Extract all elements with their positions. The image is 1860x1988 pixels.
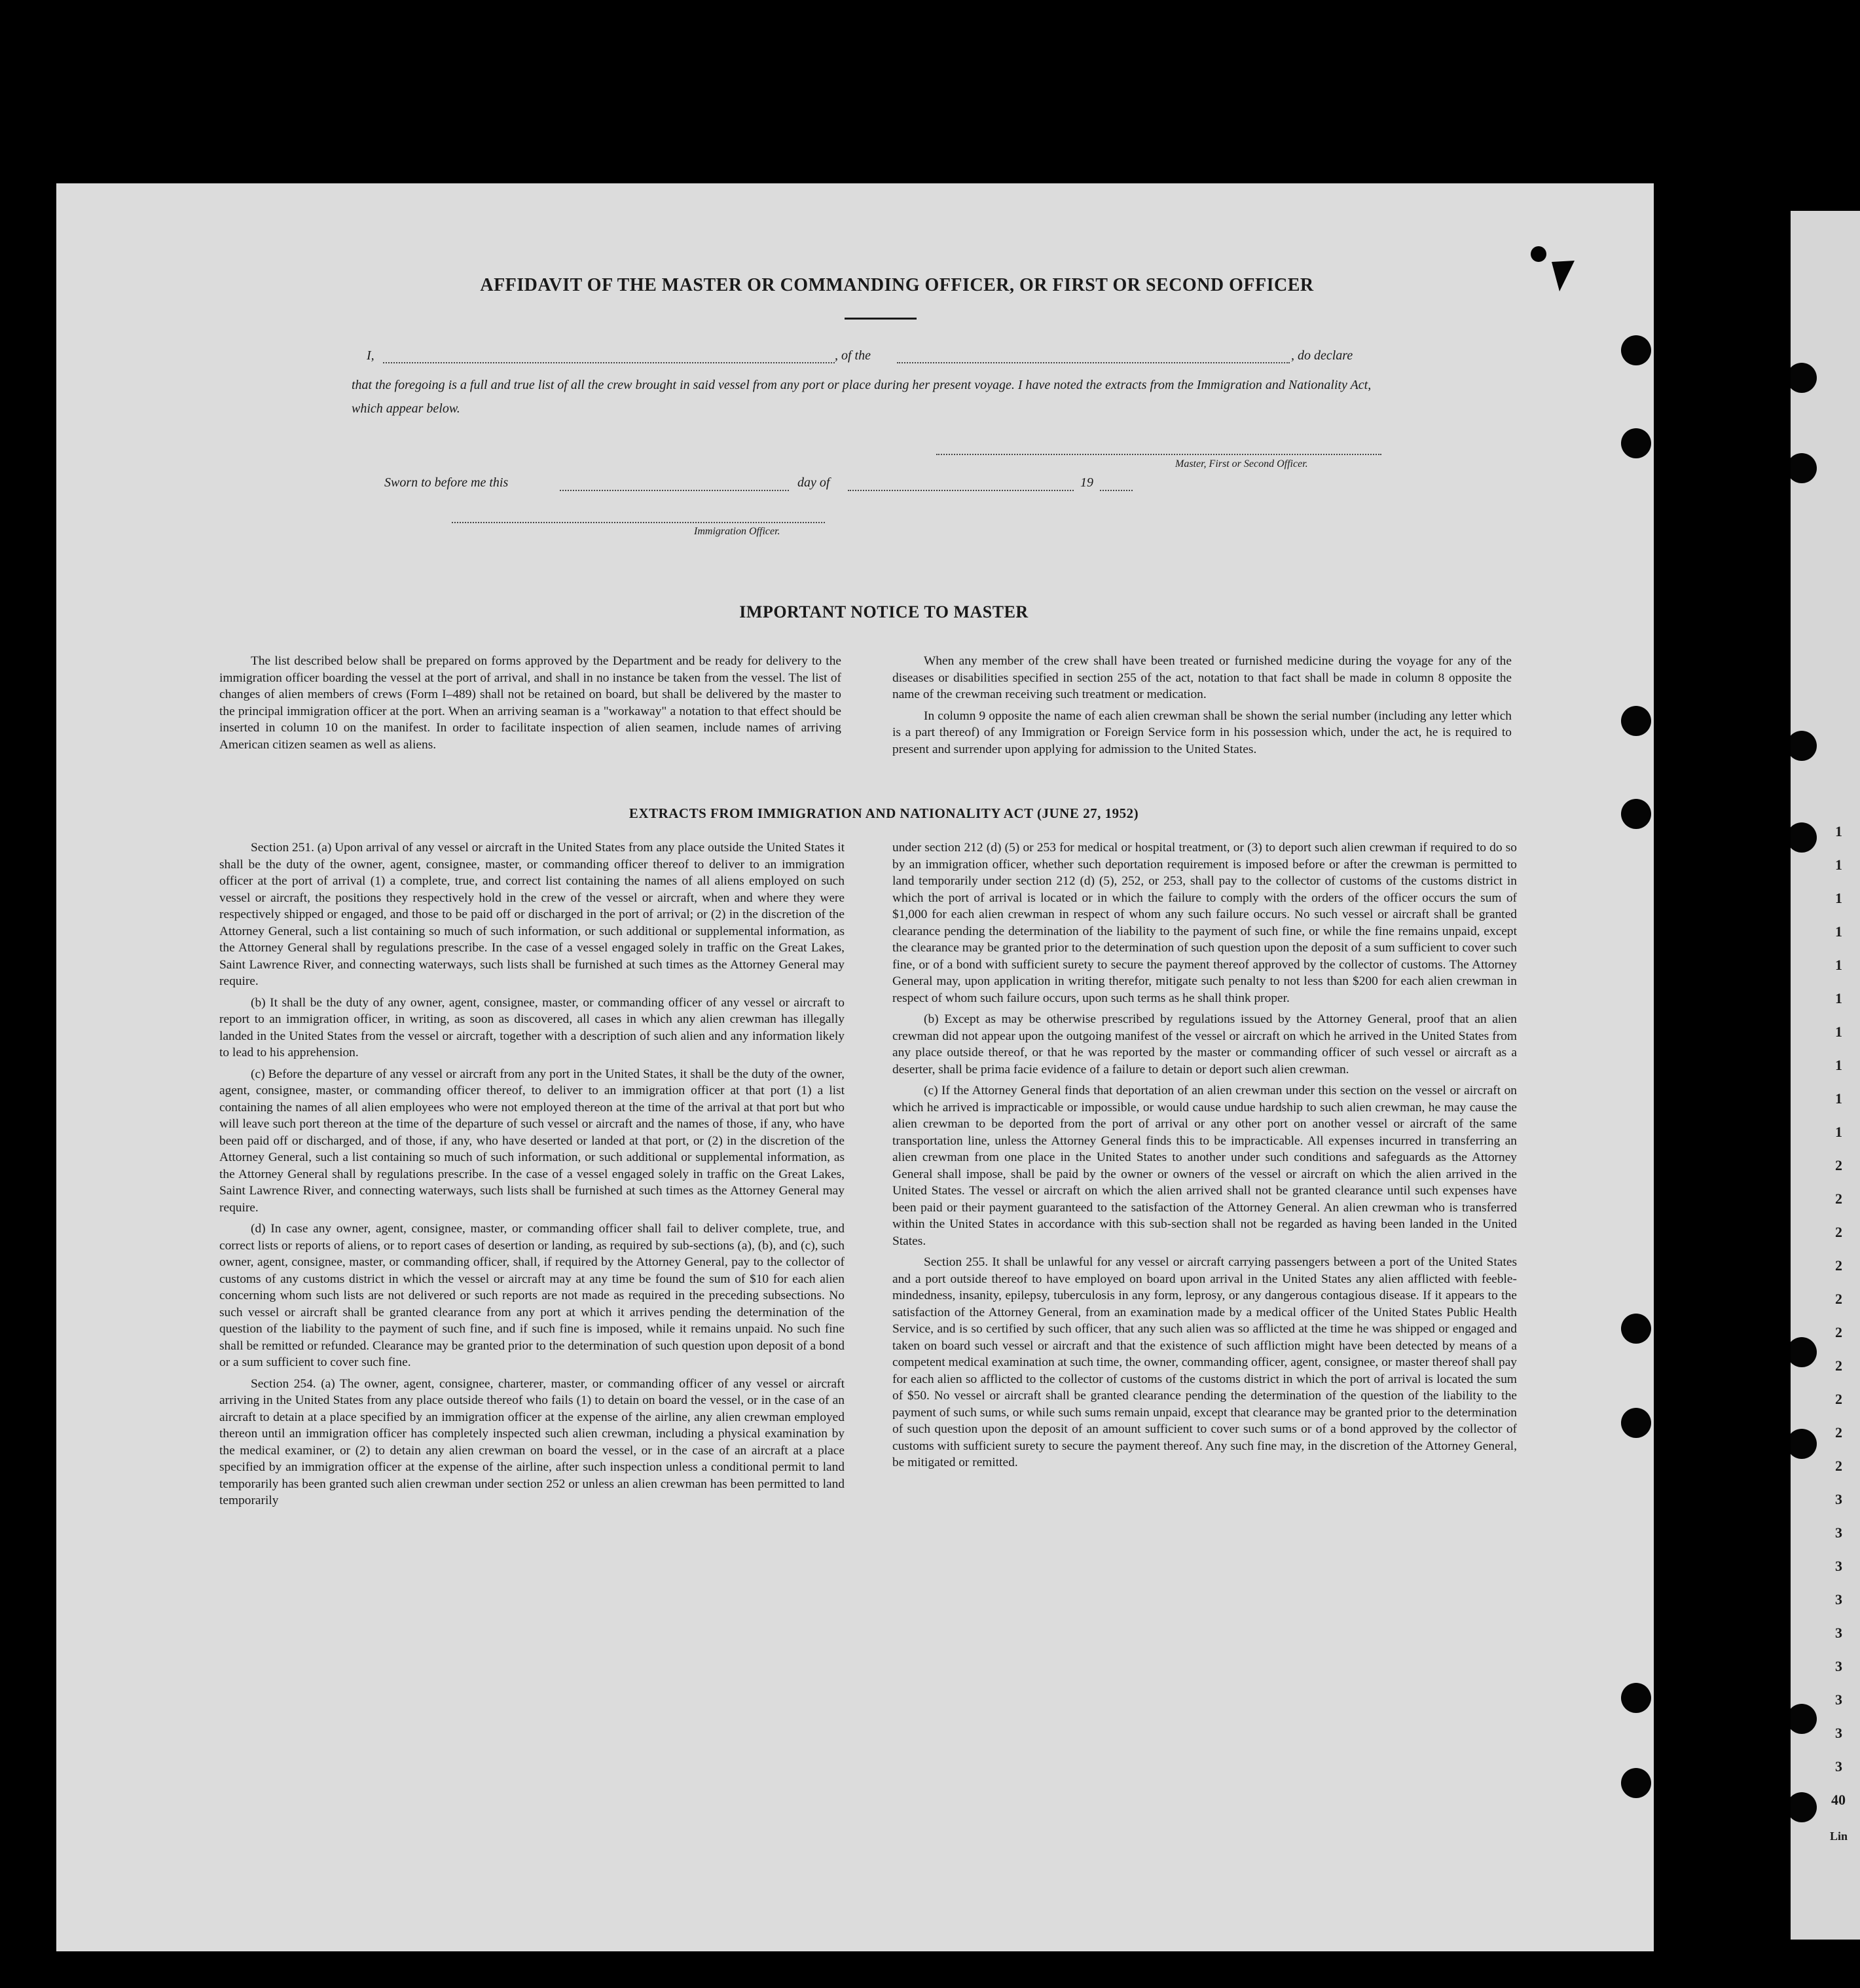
row-number: 3	[1835, 1591, 1842, 1608]
notice-right-column	[892, 653, 1512, 762]
section-251-c: (c) Before the departure of any vessel or aircraft from any port in the United States, it shall be the duty of the owner, agent, consignee, master, or commanding officer thereof, to deliver to an immigration officer at that port (1) a list containing the names of all alien employees who were not employed thereon at the time of the arrival at that port but who will leave such port thereon at the time of the departure of such vessel or aircraft and the names of those, if any, who have been paid off or discharged, and of those, if any, who have deserted or landed at that port, or (2) in the discretion of the Attorney General, such a list containing so much of such information, or such additional or supplemental information, as the Attorney General shall by regulations prescribe. In the case of a vessel engaged solely in traffic on the Great Lakes, Saint Lawrence River, and connecting waterways, such lists shall be furnished at such times as the Attorney General may require.	[219, 1067, 845, 1215]
extracts-left-column	[219, 839, 845, 1514]
notice-title: IMPORTANT NOTICE TO MASTER	[739, 602, 1029, 621]
binder-hole	[1621, 1683, 1651, 1713]
row-number: 1	[1835, 1023, 1842, 1040]
binder-hole	[1791, 363, 1817, 393]
binder-hole	[1621, 706, 1651, 736]
of-the-label: , of the	[835, 348, 871, 363]
notice-right-paragraph-1: When any member of the crew shall have been treated or furnished medicine during the voyage for any of the diseases or disabilities specified in section 255 of the act, notation to that fact shall be made in column 8 opposite the name of the crewman receiving such treatment or medication.	[892, 654, 1512, 701]
declaration-text: that the foregoing is a full and true list of all the crew brought in said vessel from any port or place during her present voyage. I have noted the extracts from the Immigration and Nationality Act, which appear below.	[352, 378, 1372, 416]
binder-hole	[1621, 1408, 1651, 1438]
row-number: 1	[1835, 1057, 1842, 1073]
name-field[interactable]	[383, 362, 835, 363]
row-number: 2	[1835, 1257, 1842, 1274]
officer-signature-line[interactable]	[936, 454, 1381, 455]
row-number: 2	[1835, 1157, 1842, 1173]
row-number: 2	[1835, 1357, 1842, 1374]
notice-right-paragraph-2: In column 9 opposite the name of each alien crewman shall be shown the serial number (including any letter which is a part thereof) of any Immigration or Foreign Service form in his possession which, under the act, he is required to present and surrender upon applying for admission to the United States.	[892, 709, 1512, 756]
officer-signature-caption: Master, First or Second Officer.	[1175, 458, 1308, 469]
binder-hole	[1621, 1314, 1651, 1344]
row-number: 3	[1835, 1758, 1842, 1775]
section-255: Section 255. It shall be unlawful for any vessel or aircraft carrying passengers between a port of the United States and a port outside thereof to have employed on board upon arrival in the United States any alien afflicted with feeble-mindedness, insanity, epilepsy, tuberculosis in any form, leprosy, or any dangerous contagious disease. If it appears to the satisfaction of the Attorney General, from an examination made by a medical officer of the United States Public Health Service, and is so certified by such officer, that any such alien was so afflicted at the time he was shipped or engaged and taken on board such vessel or aircraft and that the existence of such affliction might have been detected by means of a competent medical examination at such time, the owner, commanding officer, agent, consignee, or master thereof shall pay for each alien so afflicted to the collector of customs of the customs district in which the port of arrival is located the sum of $50. No vessel or aircraft shall be granted clearance pending the determination of the question of the liability to the payment of such sums, or while such sums remain unpaid, except that clearance may be granted prior to the determination of such question upon the deposit of an amount sufficient to cover such sums or of a bond approved by the collector of customs with sufficient surety to secure the payment thereof. Any such fine may, in the discretion of the Attorney General, be mitigated or remitted.	[892, 1255, 1517, 1469]
row-number: 2	[1835, 1190, 1842, 1207]
row-number: 3	[1835, 1658, 1842, 1674]
corner-mark-icon	[1525, 242, 1584, 301]
month-field[interactable]	[848, 490, 1074, 491]
binder-hole	[1791, 822, 1817, 853]
binder-hole	[1621, 428, 1651, 458]
row-number: 3	[1835, 1491, 1842, 1507]
notice-left-paragraph: The list described below shall be prepared on forms approved by the Department and be ready for delivery to the immigration officer boarding the vessel at the port of arrival, and shall in no instance be taken from the vessel. The list of changes of alien members of crews (Form I–489) shall not be retained on board, but shall be delivered by the master to the principal immigration officer at the port. When an arriving seaman is a "workaway" a notation to that effect should be inserted in column 10 on the manifest. In order to facilitate inspection of alien seamen, include names of arriving American citizen seamen as well as aliens.	[219, 654, 841, 752]
row-number: 1	[1835, 1090, 1842, 1107]
row-number: 3	[1835, 1558, 1842, 1574]
title-rule	[845, 318, 917, 320]
row-number: 1	[1835, 823, 1842, 839]
row-number: 3	[1835, 1691, 1842, 1708]
notice-left-column	[219, 653, 841, 758]
row-number: 2	[1835, 1291, 1842, 1307]
row-number: 1	[1835, 990, 1842, 1006]
sworn-date-field[interactable]	[560, 490, 789, 491]
row-number: 3	[1835, 1524, 1842, 1541]
year-field[interactable]	[1100, 490, 1133, 491]
i-label: I,	[367, 348, 374, 363]
adjacent-page-strip	[1791, 211, 1860, 1940]
row-number: 2	[1835, 1391, 1842, 1407]
row-number: 1	[1835, 957, 1842, 973]
immigration-officer-line[interactable]	[452, 522, 825, 523]
binder-hole	[1791, 1704, 1817, 1734]
section-254-c: (c) If the Attorney General finds that deportation of an alien crewman under this section on the vessel or aircraft on which he arrived is impracticable or impossible, or would cause undue hardship to such alien crewman, he may cause the alien crewman to be deported from the port of arrival or any other port on another vessel or aircraft of the same transportation line, unless the Attorney General finds this to be impracticable. All expenses incurred in transferring an alien crewman from one place in the United States to another under such conditions and safeguards as the Attorney General shall impose, shall be paid by the owner or owners of the vessel or aircraft on which the alien arrived in the United States. The vessel or aircraft on which the alien arrived shall not be granted clearance until such expenses have been paid or their payment guaranteed to the satisfaction of the Attorney General. An alien crewman who is transferred within the United States in accordance with this sub-section shall not be regarded as having been landed in the United States.	[892, 1084, 1517, 1248]
binder-hole	[1621, 799, 1651, 829]
binder-hole	[1791, 731, 1817, 761]
row-number: 1	[1835, 890, 1842, 906]
section-251-d: (d) In case any owner, agent, consignee, master, or commanding officer shall fail to deliver complete, true, and correct lists or reports of aliens, or to report cases of desertion or landing, as required by sub-sections (a), (b), and (c), such owner, agent, consignee, master, or commanding officer, shall, if required by the Attorney General, pay to the collector of customs of any customs district in which the vessel or aircraft may at any time be found the sum of $10 for each alien concerning whom such lists are not delivered or such reports are not made as required in the preceding subsections. No such vessel or aircraft shall be granted clearance from any port at which it arrives pending the determination of the question of the liability to the payment of such fine, and if such fine is imposed, while it remains unpaid. No such fine shall be remitted or refunded. Clearance may be granted prior to the determination of such question upon deposit of a bond or a sum sufficient to cover such fine.	[219, 1222, 845, 1369]
row-number: 1	[1835, 1124, 1842, 1140]
binder-hole	[1791, 1792, 1817, 1822]
section-251-b: (b) It shall be the duty of any owner, agent, consignee, master, or commanding officer of any vessel or aircraft to report to an immigration officer, in writing, as soon as discovered, all cases in which any alien crewman has illegally landed in the United States from the vessel or aircraft, together with a description of such alien and any information likely to lead to his apprehension.	[219, 995, 845, 1059]
section-254-b: (b) Except as may be otherwise prescribed by regulations issued by the Attorney General, proof that an alien crewman did not appear upon the outgoing manifest of the vessel or aircraft on which he arrived in the United States from any place outside thereof, or that he was reported by the master or commanding officer of such vessel or aircraft as a deserter, shall be prima facie evidence of a failure to detain or deport such alien crewman.	[892, 1012, 1517, 1077]
row-number: 1	[1835, 923, 1842, 940]
section-254-a: Section 254. (a) The owner, agent, consignee, charterer, master, or commanding officer of any vessel or aircraft arriving in the United States from any place outside thereof who fails (1) to detain on board the vessel, or in the case of an aircraft to detain at a place specified by an immigration officer at the expense of the airline, any alien crewman employed thereon until an immigration officer has completely inspected such alien crewman, including a physical examination by the medical examiner, or (2) to detain any alien crewman on board the vessel, or in the case of an aircraft at a place specified by an immigration officer at the expense of the airline, after such inspection unless a conditional permit to land temporarily has been granted such alien crewman under section 252 or unless an alien crewman has been permitted to land temporarily	[219, 1376, 845, 1507]
binder-hole	[1791, 1429, 1817, 1459]
year-label: 19	[1080, 475, 1093, 490]
section-251-a: Section 251. (a) Upon arrival of any vessel or aircraft in the United States from any place outside the United States it shall be the duty of the owner, agent, consignee, master, or commanding officer thereof to deliver to an immigration officer at the port of arrival (1) a complete, true, and correct list containing the names of all aliens employed on such vessel or aircraft, the positions they respectively hold in the crew of the vessel or aircraft, when and where they were respectively shipped or engaged, and those to be paid off or discharged in the port of arrival; or (2) in the discretion of the Attorney General, such a list containing so much of such information, or such additional or supplemental information, as the Attorney General shall by regulations prescribe. In the case of a vessel engaged solely in traffic on the Great Lakes, Saint Lawrence River, and connecting waterways, such lists shall be furnished at such times as the Attorney General may require.	[219, 841, 845, 988]
row-number: 1	[1835, 856, 1842, 873]
row-number: 2	[1835, 1224, 1842, 1240]
row-number: 3	[1835, 1725, 1842, 1741]
row-number: 2	[1835, 1458, 1842, 1474]
extracts-title: EXTRACTS FROM IMMIGRATION AND NATIONALITY ACT (JUNE 27, 1952)	[629, 805, 1139, 821]
do-declare-label: , do declare	[1291, 348, 1353, 363]
binder-hole	[1621, 335, 1651, 365]
sworn-label: Sworn to before me this	[384, 475, 509, 490]
affidavit-title: AFFIDAVIT OF THE MASTER OR COMMANDING OFFICER, OR FIRST OR SECOND OFFICER	[480, 275, 1314, 295]
section-254-a-continued: under section 212 (d) (5) or 253 for medical or hospital treatment, or (3) to deport such alien crewman if required to do so by an immigration officer, whether such deportation requirement is imposed before or after the crewman is permitted to land temporarily under section 212 (d) (5), 252, or 253, shall pay to the collector of customs of the customs district in which the port of arrival is located or in which the failure to comply with the orders of the officer occurs the sum of $1,000 for each alien crewman in respect of whom any such failure occurs. No such vessel or aircraft shall be granted clearance pending the determination of the liability to the payment of such fine, or while the fine remains unpaid, except the clearance may be granted prior to the determination of such question upon the deposit of a sum sufficient to cover such fine, or of a bond with sufficient surety to secure the payment thereof approved by the collector of customs. The Attorney General may, upon application in writing therefor, mitigate such penalty to not less than $200 for each alien crewman in respect of whom such failure occurs, upon such terms as he shall think proper.	[892, 841, 1517, 1005]
row-number: 2	[1835, 1324, 1842, 1340]
binder-hole	[1621, 1768, 1651, 1798]
row-number: 2	[1835, 1424, 1842, 1441]
row-number: 3	[1835, 1625, 1842, 1641]
day-of-label: day of	[797, 475, 830, 490]
strip-footer: Lin	[1830, 1830, 1848, 1843]
extracts-right-column	[892, 839, 1517, 1476]
row-number: 40	[1831, 1792, 1846, 1808]
binder-hole	[1791, 1337, 1817, 1367]
vessel-field[interactable]	[897, 362, 1290, 363]
immigration-officer-caption: Immigration Officer.	[694, 526, 780, 537]
binder-hole	[1791, 453, 1817, 483]
